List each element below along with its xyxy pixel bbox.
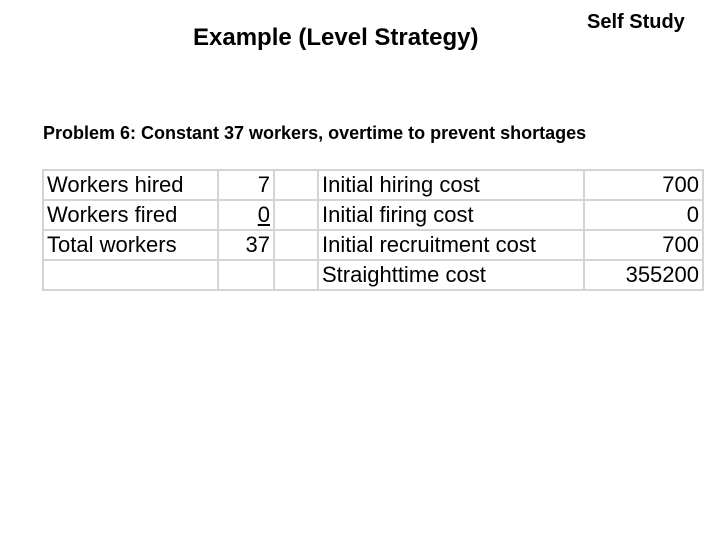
row-value: 37 xyxy=(218,230,274,260)
table-row xyxy=(43,170,703,200)
row-value xyxy=(218,260,274,290)
row-value xyxy=(218,200,274,230)
spreadsheet-table xyxy=(42,169,704,291)
cost-value: 0 xyxy=(584,200,703,230)
row-value-underlined: 0 xyxy=(257,202,270,227)
empty-cell xyxy=(274,260,318,290)
row-value: 7 xyxy=(218,170,274,200)
row-label: Total workers xyxy=(43,230,218,260)
table-row xyxy=(43,200,703,230)
self-study-tag: Self Study xyxy=(587,11,685,33)
cost-value: 700 xyxy=(584,230,703,260)
table-row xyxy=(43,230,703,260)
row-label: Workers hired xyxy=(43,170,218,200)
cost-label: Initial firing cost xyxy=(318,200,584,230)
cost-value: 700 xyxy=(584,170,703,200)
row-label xyxy=(43,260,218,290)
table-row xyxy=(43,260,703,290)
empty-cell xyxy=(274,170,318,200)
cost-label: Initial hiring cost xyxy=(318,170,584,200)
problem-statement: Problem 6: Constant 37 workers, overtime to prevent shortages xyxy=(43,123,587,143)
row-label: Workers fired xyxy=(43,200,218,230)
empty-cell xyxy=(274,200,318,230)
slide-title: Example (Level Strategy) xyxy=(193,24,479,51)
cost-label: Initial recruitment cost xyxy=(318,230,584,260)
empty-cell xyxy=(274,230,318,260)
cost-value: 355200 xyxy=(584,260,703,290)
cost-label: Straighttime cost xyxy=(318,260,584,290)
